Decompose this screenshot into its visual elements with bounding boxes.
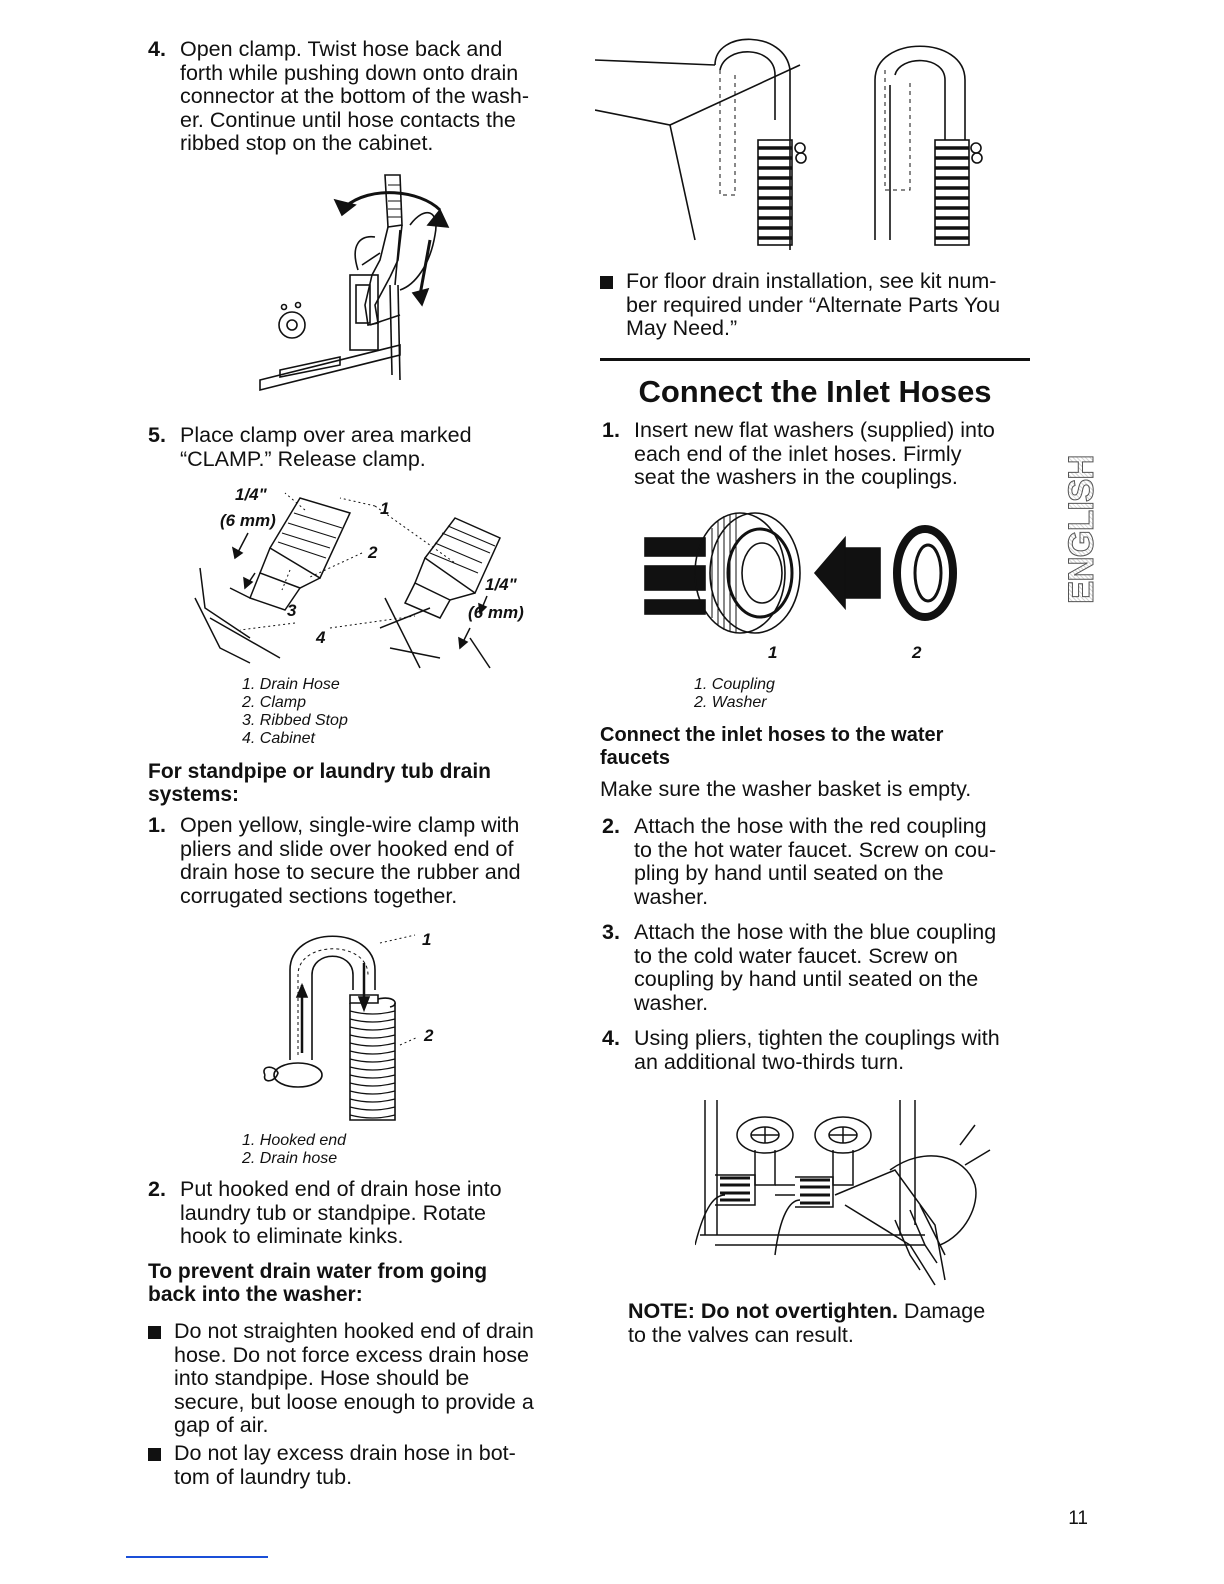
coupling-caption: 1. Coupling 2. Washer <box>694 676 775 711</box>
inlet-step-1 <box>602 419 1042 491</box>
inlet-step-3 <box>602 921 1042 1017</box>
step-text: Using pliers, tighten the couplings with an additional two-thirds turn. <box>634 1026 1000 1074</box>
step-number: 4. <box>148 37 166 61</box>
section-divider <box>600 358 1030 361</box>
callout-3: 3 <box>287 601 297 620</box>
page-number: 11 <box>1068 1508 1088 1529</box>
callout-2: 2 <box>912 643 922 662</box>
callout-1: 1 <box>380 499 390 518</box>
inlet-step-2 <box>602 815 1042 911</box>
hooked-hose-illustration <box>250 915 460 1125</box>
dimension-label-a-mm: (6 mm) <box>220 511 276 530</box>
step-text: Open yellow, single-wire clamp with pliers and slide over hooked end of drain hose to secure the rubber and corrugated sections together. <box>180 813 521 908</box>
step-text: Place clamp over area marked “CLAMP.” Release clamp. <box>180 423 472 471</box>
left-step-4 <box>148 38 588 158</box>
standpipe-step-2 <box>148 1178 588 1250</box>
step-number: 2. <box>602 814 620 838</box>
clamp-figure-caption: 1. Drain Hose 2. Clamp 3. Ribbed Stop 4. Cabinet <box>242 676 348 747</box>
callout-1: 1 <box>422 930 432 949</box>
callout-2: 2 <box>368 543 378 562</box>
twist-hose-illustration <box>250 165 470 405</box>
prevent-drain-heading: To prevent drain water from going back into the washer: <box>148 1260 488 1306</box>
overtighten-note: NOTE: Do not overtighten. Damage to the valves can result. <box>628 1299 986 1347</box>
drain-hose-hook-illustration <box>595 30 990 250</box>
callout-4: 4 <box>316 628 326 647</box>
callout-1: 1 <box>768 643 778 662</box>
step-text: Open clamp. Twist hose back and forth while pushing down onto drain connector at the bottom of the wash- er. Continue until hose contacts the ribbed stop on the cabinet. <box>180 37 529 155</box>
faucet-heading: Connect the inlet hoses to the water faucets <box>600 724 944 769</box>
step-number: 4. <box>602 1026 620 1050</box>
step-text: Attach the hose with the blue coupling to the cold water faucet. Screw on coupling by hand until seated on the washer. <box>634 920 997 1015</box>
step-number: 1. <box>602 418 620 442</box>
callout-2: 2 <box>424 1026 434 1045</box>
dimension-label-b-mm: (6 mm) <box>468 603 524 622</box>
step-text: Put hooked end of drain hose into laundry tub or standpipe. Rotate hook to eliminate kinks. <box>180 1177 502 1248</box>
bullet-square-icon <box>148 1326 161 1339</box>
pliers-faucet-illustration <box>695 1095 995 1290</box>
coupling-washer-illustration <box>640 508 980 668</box>
inlet-step-4 <box>602 1027 1042 1077</box>
step-number: 1. <box>148 813 166 837</box>
bullet-square-icon <box>148 1448 161 1461</box>
dimension-label-b: 1/4" <box>485 575 517 594</box>
left-step-5 <box>148 424 588 474</box>
step-number: 5. <box>148 423 166 447</box>
language-side-tab: ENGLISH <box>1064 416 1100 644</box>
bullet-item: Do not lay excess drain hose in bot- tom of laundry tub. <box>148 1442 588 1492</box>
standpipe-step-1 <box>148 814 588 910</box>
basket-note: Make sure the washer basket is empty. <box>600 777 972 801</box>
section-title: Connect the Inlet Hoses <box>638 374 992 409</box>
bottom-rule <box>126 1556 268 1558</box>
step-number: 2. <box>148 1177 166 1201</box>
bullet-item: Do not straighten hooked end of drain hose. Do not force excess drain hose into standpipe. Hose should be secure, but loose enough to provide a gap of air. <box>148 1320 588 1440</box>
floor-drain-bullet: For floor drain installation, see kit num- ber required under “Alternate Parts You May Need.” <box>600 270 1040 342</box>
hooked-hose-caption: 1. Hooked end 2. Drain hose <box>242 1132 347 1167</box>
step-text: Insert new flat washers (supplied) into each end of the inlet hoses. Firmly seat the washers in the couplings. <box>634 418 995 489</box>
standpipe-heading: For standpipe or laundry tub drain systems: <box>148 760 492 806</box>
bullet-square-icon <box>600 276 613 289</box>
dimension-label-a: 1/4" <box>235 485 267 504</box>
note-label: NOTE: Do not overtighten. <box>628 1299 898 1323</box>
clamp-placement-illustration <box>190 478 550 673</box>
step-text: Attach the hose with the red coupling to the hot water faucet. Screw on cou- pling by hand until seated on the washer. <box>634 814 997 909</box>
step-number: 3. <box>602 920 620 944</box>
